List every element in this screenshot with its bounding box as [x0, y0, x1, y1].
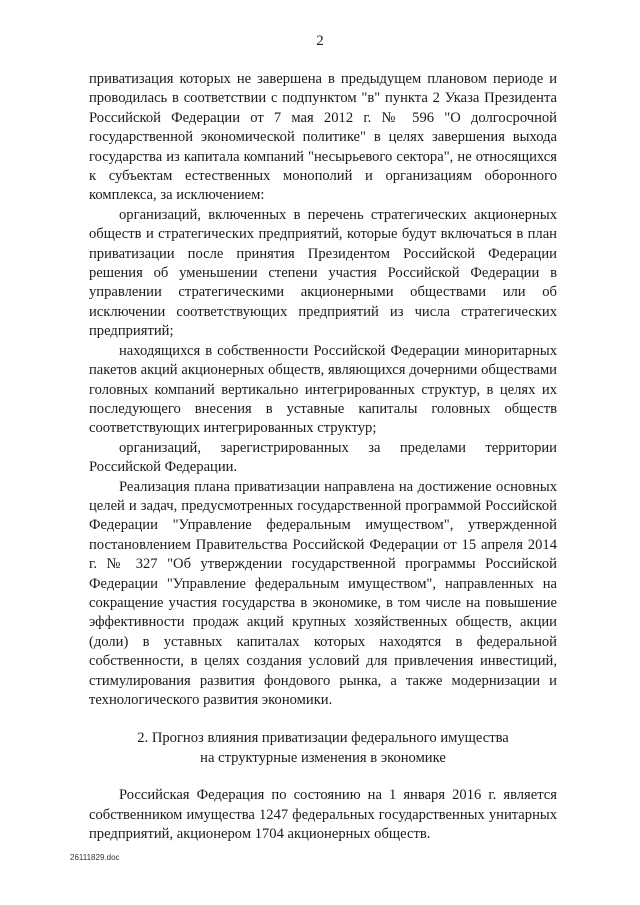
- paragraph-exception-minority-stakes: находящихся в собственности Российской Федерации миноритарных пакетов акций акционерных обществ, являющихся дочерними обществами головных компаний вертикально интегрированных структур, в целях их последующего внесения в уставные капиталы головных обществ соответствующих интегрированных структур;: [89, 342, 557, 437]
- section-heading-line-1: 2. Прогноз влияния приватизации федерального имущества: [137, 730, 509, 747]
- paragraph-plan-goals: Реализация плана приватизации направлена на достижение основных целей и задач, предусмотренных государственной программой Российской Федерации "Управление федеральным имуществом", утвержденной постановлением Правительства Российской Федерации от 15 апреля 2014 г. № 327 "Об утверждении государственной программы Российской Федерации "Управление федеральным имуществом", направленных на сокращение участия государства в экономике, в том числе на повышение эффективности продаж акций крупных хозяйственных обществ, акции (доли) в уставных капиталах которых находятся в федеральной собственности, в целях создания условий для привлечения инвестиций, стимулирования развития фондового рынка, а также модернизации и технологического развития экономики.: [89, 478, 557, 708]
- paragraph-privatization-continuation: приватизация которых не завершена в предыдущем плановом периоде и проводилась в соответствии с подпунктом "в" пункта 2 Указа Президента Российской Федерации от 7 мая 2012 г. № 596 "О долгосрочной государственной экономической политике" в целях завершения выхода государства из капитала компаний "несырьевого сектора", не относящихся к субъектам естественных монополий и организациям оборонного комплекса, за исключением:: [89, 71, 557, 204]
- paragraph-federal-property: Российская Федерация по состоянию на 1 января 2016 г. является собственником имущества 1247 федеральных государственных унитарных предприятий, акционером 1704 акционерных обществ.: [89, 787, 557, 843]
- page-number: 2: [316, 33, 324, 49]
- paragraph-exception-strategic: организаций, включенных в перечень стратегических акционерных обществ и стратегических предприятий, которые будут включаться в план приватизации после принятия Президентом Российской Федерации решения об уменьшении степени участия Российской Федерации в управлении стратегическими акционерными обществами или об исключении соответствующих предприятий из числа стратегических предприятий;: [89, 206, 557, 340]
- document-body: [89, 70, 557, 844]
- section-heading: [89, 729, 557, 768]
- section-heading-line-2: на структурные изменения в экономике: [200, 749, 446, 766]
- paragraph-exception-foreign: организаций, зарегистрированных за пределами территории Российской Федерации.: [89, 439, 557, 476]
- file-name-footer: 26111829.doc: [70, 853, 120, 862]
